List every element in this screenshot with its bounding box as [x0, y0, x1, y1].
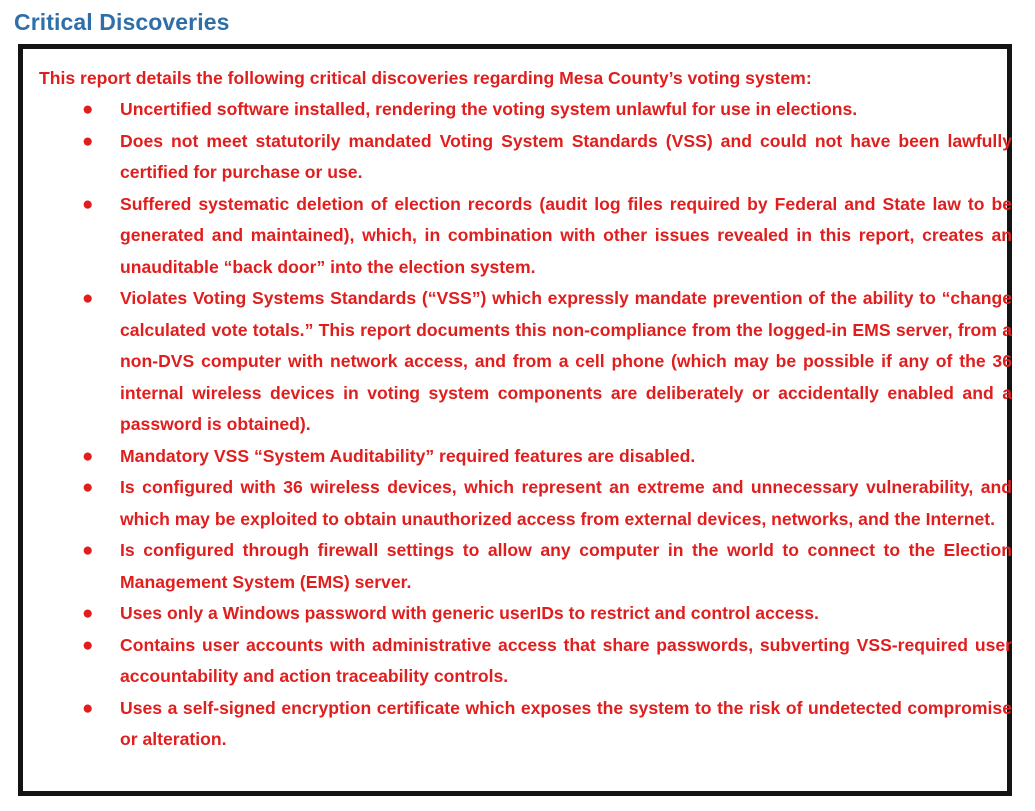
- finding-text: Is configured with 36 wireless devices, which represent an extreme and unnecessary vulnerability, and which may be exploited to obtain unauthorized access from external devices, networks, and the Internet.: [120, 477, 1012, 529]
- bullet-dot-icon: ●: [82, 634, 94, 656]
- finding-item: [82, 472, 1012, 535]
- report-box: [18, 44, 1012, 796]
- finding-item: [82, 441, 1012, 473]
- bullet-dot-icon: ●: [82, 540, 94, 561]
- finding-text: Violates Voting Systems Standards (“VSS”) which expressly mandate prevention of the ability to “change calculated vote totals.” This report documents this non-compliance from the logged-in EMS server, from a non-DVS computer with network access, and from a cell phone (which may be possible if any of the 36 internal wireless devices in voting system components are deliberately or accidentally enabled and a password is obtained).: [120, 288, 1012, 434]
- finding-text: Contains user accounts with administrative access that share passwords, subverting VSS-required user accountability and action traceability controls.: [120, 634, 1012, 686]
- finding-text: Uses a self-signed encryption certificate which exposes the system to the risk of undetected compromise or alteration.: [120, 697, 1012, 749]
- section-heading: Critical Discoveries: [14, 9, 230, 35]
- findings-list: [82, 94, 1012, 756]
- finding-item: [82, 283, 1012, 441]
- finding-item: [82, 535, 1012, 598]
- bullet-dot-icon: ●: [82, 603, 94, 624]
- bullet-dot-icon: ●: [82, 697, 94, 719]
- finding-text: Uncertified software installed, rendering the voting system unlawful for use in elections.: [120, 99, 858, 119]
- finding-text: Uses only a Windows password with generic userIDs to restrict and control access.: [120, 603, 819, 623]
- finding-item: [82, 126, 1012, 189]
- bullet-dot-icon: ●: [82, 130, 94, 152]
- bullet-dot-icon: ●: [82, 288, 94, 309]
- finding-item: [82, 189, 1012, 284]
- finding-text: Is configured through firewall settings to allow any computer in the world to connect to the Election Management System (EMS) server.: [120, 540, 1012, 592]
- finding-item: [82, 598, 1012, 630]
- bullet-dot-icon: ●: [82, 445, 94, 467]
- finding-item: [82, 693, 1012, 756]
- bullet-dot-icon: ●: [82, 99, 94, 120]
- finding-text: Mandatory VSS “System Auditability” required features are disabled.: [120, 445, 696, 466]
- finding-item: [82, 630, 1012, 693]
- finding-text: Does not meet statutorily mandated Voting System Standards (VSS) and could not have been lawfully certified for purchase or use.: [120, 130, 1012, 182]
- bullet-dot-icon: ●: [82, 477, 94, 498]
- finding-text: Suffered systematic deletion of election records (audit log files required by Federal and State law to be generated and maintained), which, in combination with other issues revealed in this report, creates an unauditable “back door” into the election system.: [120, 193, 1012, 277]
- report-intro: This report details the following critical discoveries regarding Mesa County’s voting system:: [39, 68, 812, 88]
- finding-item: [82, 94, 1012, 126]
- bullet-dot-icon: ●: [82, 193, 94, 215]
